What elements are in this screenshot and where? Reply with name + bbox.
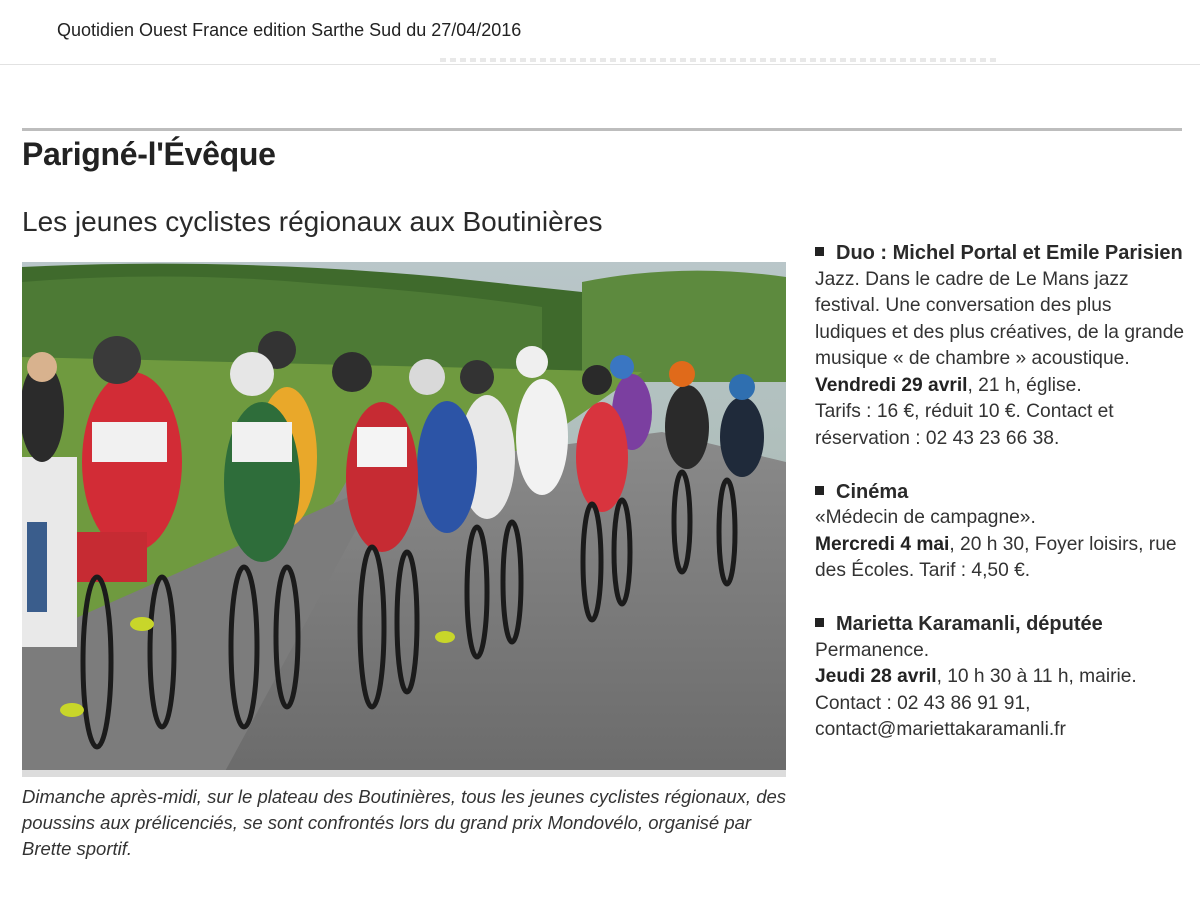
agenda-entry-date: Vendredi 29 avril <box>815 374 968 396</box>
cyclists-photo <box>22 262 786 777</box>
square-bullet-icon <box>815 486 824 495</box>
agenda-entry-details: , 21 h, église. <box>967 374 1082 396</box>
agenda-entry-details: , 20 h 30, Foyer loisirs, rue des Écoles. Tarif : 4,50 €. <box>815 533 1177 581</box>
cyclists-illustration <box>22 262 786 777</box>
agenda-entry-cinema <box>815 479 1187 585</box>
agenda-entry-title <box>815 240 1187 267</box>
photo-caption: Dimanche après-midi, sur le plateau des Boutinières, tous les jeunes cyclistes régionaux, des poussins aux prélicenciés, se sont confrontés lors du grand prix Mondovélo, organisé par Brette sportif. <box>22 786 787 859</box>
agenda-entry-schedule <box>815 532 1187 585</box>
agenda-title-text: Marietta Karamanli, députée <box>836 613 1103 635</box>
town-heading: Parigné-l'Évêque <box>22 136 276 172</box>
agenda-entry-title <box>815 479 1187 506</box>
agenda-entry-schedule <box>815 373 1187 400</box>
article-headline: Les jeunes cyclistes régionaux aux Boutinières <box>22 206 603 237</box>
agenda-entry-schedule <box>815 664 1187 691</box>
agenda-title-text: Duo : Michel Portal et Emile Parisien <box>836 242 1183 264</box>
faded-text-line <box>440 58 1000 62</box>
source-header <box>0 0 1200 65</box>
source-line: Quotidien Ouest France edition Sarthe Sud du 27/04/2016 <box>57 20 522 40</box>
agenda-entry-intro: Permanence. <box>815 639 930 661</box>
agenda-entry-date: Jeudi 28 avril <box>815 666 937 687</box>
agenda-entry-concert <box>815 240 1187 452</box>
agenda-entry-intro: «Médecin de campagne». <box>815 507 1036 528</box>
agenda-entry-intro: Jazz. Dans le cadre de Le Mans jazz festival. Une conversation des plus ludiques et des plus créatives, de la grande musique « de chambre » acoustique. <box>815 268 1185 369</box>
agenda-entry-deputy <box>815 611 1187 744</box>
square-bullet-icon <box>815 247 824 256</box>
agenda-column <box>815 240 1187 770</box>
agenda-title-text: Cinéma <box>836 480 909 503</box>
agenda-entry-title <box>815 611 1187 638</box>
agenda-entry-date: Mercredi 4 mai <box>815 533 950 555</box>
square-bullet-icon <box>815 618 824 627</box>
agenda-entry-extra: Tarifs : 16 €, réduit 10 €. Contact et réservation : 02 43 23 66 38. <box>815 401 1114 449</box>
agenda-entry-extra: Contact : 02 43 86 91 91, contact@mariettakaramanli.fr <box>815 692 1066 740</box>
section-rule <box>22 128 1182 131</box>
agenda-entry-details: , 10 h 30 à 11 h, mairie. <box>936 666 1137 687</box>
